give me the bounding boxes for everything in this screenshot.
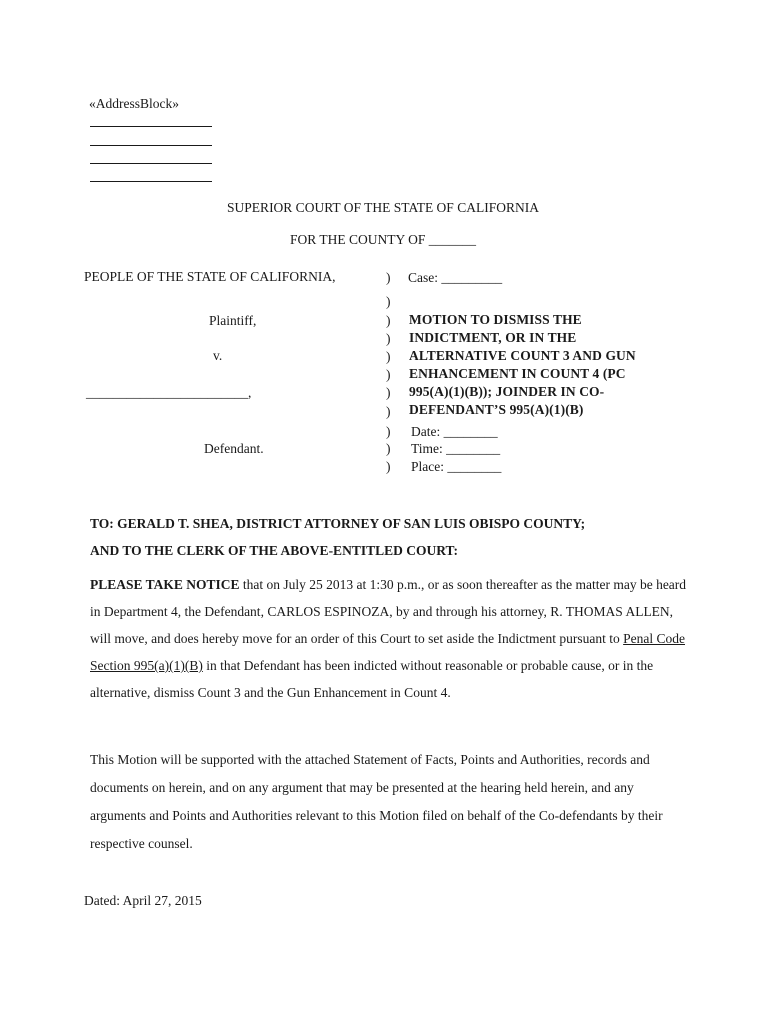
caption-paren: )	[386, 270, 391, 285]
case-number: Case: _________	[408, 270, 503, 285]
notice-text-2: in that Defendant has been indicted without reasonable or probable cause, or in the alternative, dismiss Count 3 and the Gun Enhancement in Count 4.	[90, 658, 654, 700]
statute-reference: Penal Code Section 995(a)(1)(B)	[90, 631, 685, 673]
motion-title-line: INDICTMENT, OR IN THE	[409, 330, 577, 345]
addressee-line-1: TO: GERALD T. SHEA, DISTRICT ATTORNEY OF SAN LUIS OBISPO COUNTY;	[90, 516, 586, 531]
motion-title-line: MOTION TO DISMISS THE	[409, 312, 582, 327]
versus-label: v.	[213, 348, 223, 363]
caption-paren: )	[386, 349, 391, 364]
hearing-date: Date: ________	[411, 424, 498, 439]
caption-paren: )	[386, 441, 391, 456]
plaintiff-name: PEOPLE OF THE STATE OF CALIFORNIA,	[84, 269, 336, 284]
caption-paren: )	[386, 385, 391, 400]
defendant-label: Defendant.	[204, 441, 264, 456]
notice-paragraph	[90, 571, 690, 706]
hearing-time: Time: ________	[411, 441, 501, 456]
motion-title-line: ENHANCEMENT IN COUNT 4 (PC	[409, 366, 626, 381]
dated-line: Dated: April 27, 2015	[84, 893, 202, 908]
motion-title-line: DEFENDANT’S 995(A)(1)(B)	[409, 402, 584, 417]
address-block: «AddressBlock»	[89, 96, 179, 111]
notice-lead: PLEASE TAKE NOTICE	[90, 577, 240, 592]
notice-text-1: that on July 25 2013 at 1:30 p.m., or as soon thereafter as the matter may be heard in Department 4, the Defendant, CARLOS ESPINOZA, by and through his attorney, R. THOMAS ALLEN, will move, and does hereby move for an order of this Court to set aside the Indictment pursuant to	[90, 577, 687, 646]
caption-paren: )	[386, 294, 391, 309]
address-line-2	[90, 145, 212, 146]
court-county: FOR THE COUNTY OF _______	[289, 232, 476, 247]
plaintiff-label: Plaintiff,	[209, 313, 257, 328]
address-line-1	[90, 126, 212, 127]
motion-title-line: ALTERNATIVE COUNT 3 AND GUN	[409, 348, 636, 363]
address-line-4	[90, 181, 212, 182]
defendant-blank: ________________________,	[86, 385, 252, 400]
court-name: SUPERIOR COURT OF THE STATE OF CALIFORNIA	[227, 200, 539, 215]
motion-title-line: 995(A)(1)(B)); JOINDER IN CO-	[409, 384, 605, 399]
caption-paren: )	[386, 331, 391, 346]
addressee-line-2: AND TO THE CLERK OF THE ABOVE-ENTITLED COURT:	[90, 543, 458, 558]
support-paragraph: This Motion will be supported with the attached Statement of Facts, Points and Authorities, records and documents on herein, and on any argument that may be presented at the hearing held herein, and any arguments and Points and Authorities relevant to this Motion filed on behalf of the Co-defendants by their respective counsel.	[90, 752, 663, 851]
hearing-place: Place: ________	[411, 459, 502, 474]
caption-paren: )	[386, 367, 391, 382]
caption-paren: )	[386, 424, 391, 439]
caption-paren: )	[386, 313, 391, 328]
caption-paren: )	[386, 459, 391, 474]
address-line-3	[90, 163, 212, 164]
caption-paren: )	[386, 404, 391, 419]
